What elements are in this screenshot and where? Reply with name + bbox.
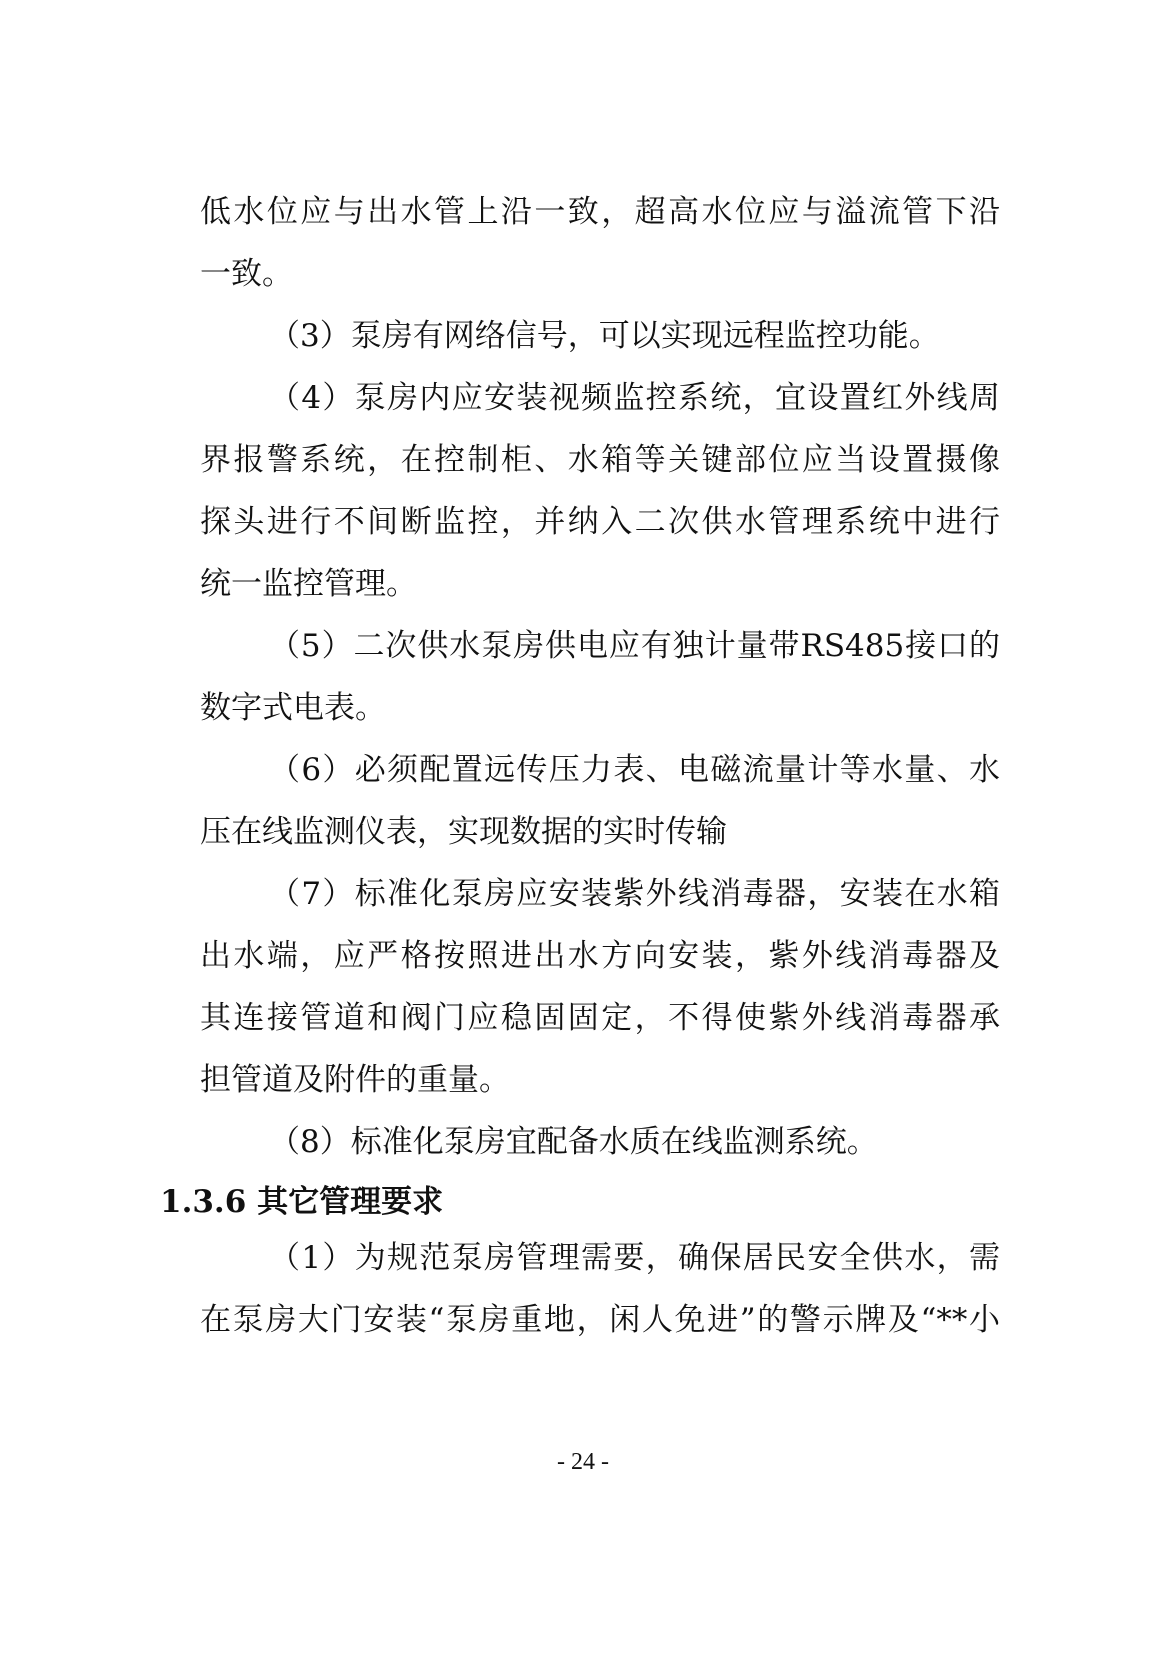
section-heading: 1.3.6 其它管理要求 (160, 1184, 444, 1220)
paragraph-line: （5）二次供水泵房供电应有独计量带RS485接口的 (269, 628, 1000, 664)
paragraph-line: （6）必须配置远传压力表、电磁流量计等水量、水 (269, 752, 1000, 788)
paragraph-line: 担管道及附件的重量。 (200, 1062, 510, 1098)
paragraph-line: 压在线监测仪表，实现数据的实时传输 (200, 814, 727, 850)
paragraph-line: 界报警系统，在控制柜、水箱等关键部位应当设置摄像 (200, 442, 1000, 478)
paragraph-line: 一致。 (200, 256, 293, 292)
paragraph-line: 低水位应与出水管上沿一致，超高水位应与溢流管下沿 (200, 194, 1000, 230)
paragraph-line: 其连接管道和阀门应稳固固定，不得使紫外线消毒器承 (200, 1000, 1000, 1036)
paragraph-line: （8）标准化泵房宜配备水质在线监测系统。 (269, 1124, 878, 1160)
paragraph-line: 在泵房大门安装“泵房重地，闲人免进”的警示牌及“**小 (200, 1302, 1000, 1338)
paragraph-line: （1）为规范泵房管理需要，确保居民安全供水，需 (269, 1240, 1000, 1276)
paragraph-line: 探头进行不间断监控，并纳入二次供水管理系统中进行 (200, 504, 1000, 540)
paragraph-line: 统一监控管理。 (200, 566, 417, 602)
page-number: - 24 - (557, 1449, 609, 1475)
paragraph-line: （7）标准化泵房应安装紫外线消毒器，安装在水箱 (269, 876, 1000, 912)
paragraph-line: （4）泵房内应安装视频监控系统，宜设置红外线周 (269, 380, 1000, 416)
paragraph-line: 出水端，应严格按照进出水方向安装，紫外线消毒器及 (200, 938, 1000, 974)
paragraph-line: （3）泵房有网络信号，可以实现远程监控功能。 (269, 318, 940, 354)
paragraph-line: 数字式电表。 (200, 690, 386, 726)
